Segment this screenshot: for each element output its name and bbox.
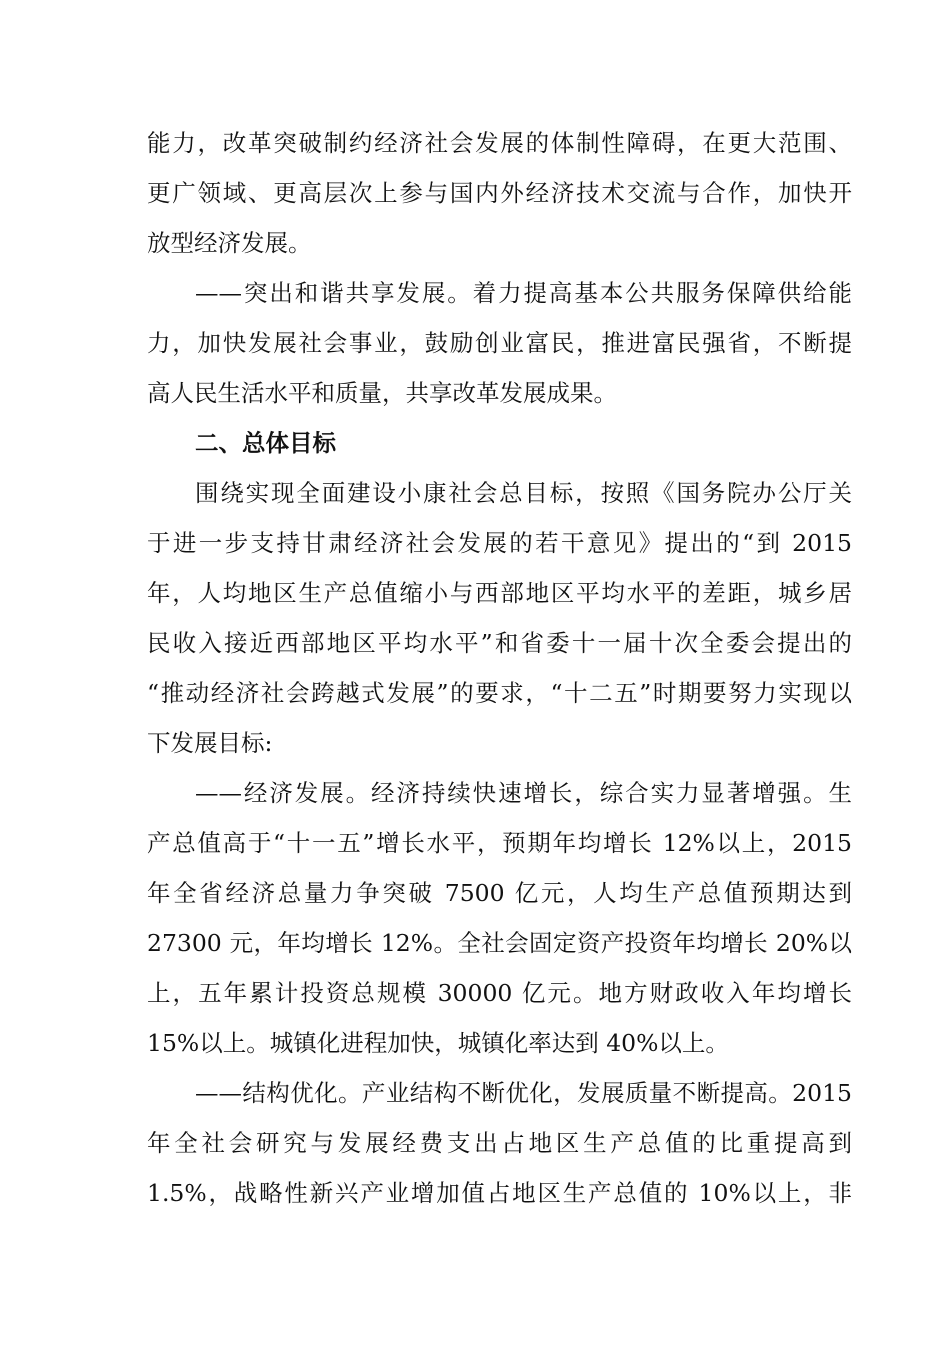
- section-heading: 二、总体目标: [195, 429, 336, 457]
- text-line: 更广领域、更高层次上参与国内外经济技术交流与合作，加快开: [147, 179, 852, 207]
- text-line: 产总值高于“十一五”增长水平，预期年均增长 12%以上，2015: [147, 829, 852, 857]
- text-line: 年全社会研究与发展经费支出占地区生产总值的比重提高到: [147, 1129, 852, 1157]
- text-line: 15%以上。城镇化进程加快，城镇化率达到 40%以上。: [147, 1029, 729, 1057]
- text-line: 年全省经济总量力争突破 7500 亿元，人均生产总值预期达到: [147, 879, 852, 907]
- text-line: 民收入接近西部地区平均水平”和省委十一届十次全委会提出的: [147, 629, 852, 657]
- text-line: 年，人均地区生产总值缩小与西部地区平均水平的差距，城乡居: [147, 579, 852, 607]
- text-line: “推动经济社会跨越式发展”的要求，“十二五”时期要努力实现以: [147, 679, 852, 707]
- text-line: ——经济发展。经济持续快速增长，综合实力显著增强。生: [195, 779, 852, 807]
- text-line: ——结构优化。产业结构不断优化，发展质量不断提高。2015: [195, 1079, 852, 1107]
- text-line: 围绕实现全面建设小康社会总目标，按照《国务院办公厅关: [195, 479, 852, 507]
- text-line: 放型经济发展。: [147, 229, 312, 257]
- text-line: 上，五年累计投资总规模 30000 亿元。地方财政收入年均增长: [147, 979, 852, 1007]
- text-line: 力，加快发展社会事业，鼓励创业富民，推进富民强省，不断提: [147, 329, 852, 357]
- text-line: 27300 元，年均增长 12%。全社会固定资产投资年均增长 20%以: [147, 929, 852, 957]
- text-line: 高人民生活水平和质量，共享改革发展成果。: [147, 379, 617, 407]
- text-line: 1.5%，战略性新兴产业增加值占地区生产总值的 10%以上，非: [147, 1179, 852, 1207]
- text-line: 于进一步支持甘肃经济社会发展的若干意见》提出的“到 2015: [147, 529, 852, 557]
- text-line: 能力，改革突破制约经济社会发展的体制性障碍，在更大范围、: [147, 129, 852, 157]
- text-line: ——突出和谐共享发展。着力提高基本公共服务保障供给能: [195, 279, 852, 307]
- text-line: 下发展目标:: [147, 729, 273, 757]
